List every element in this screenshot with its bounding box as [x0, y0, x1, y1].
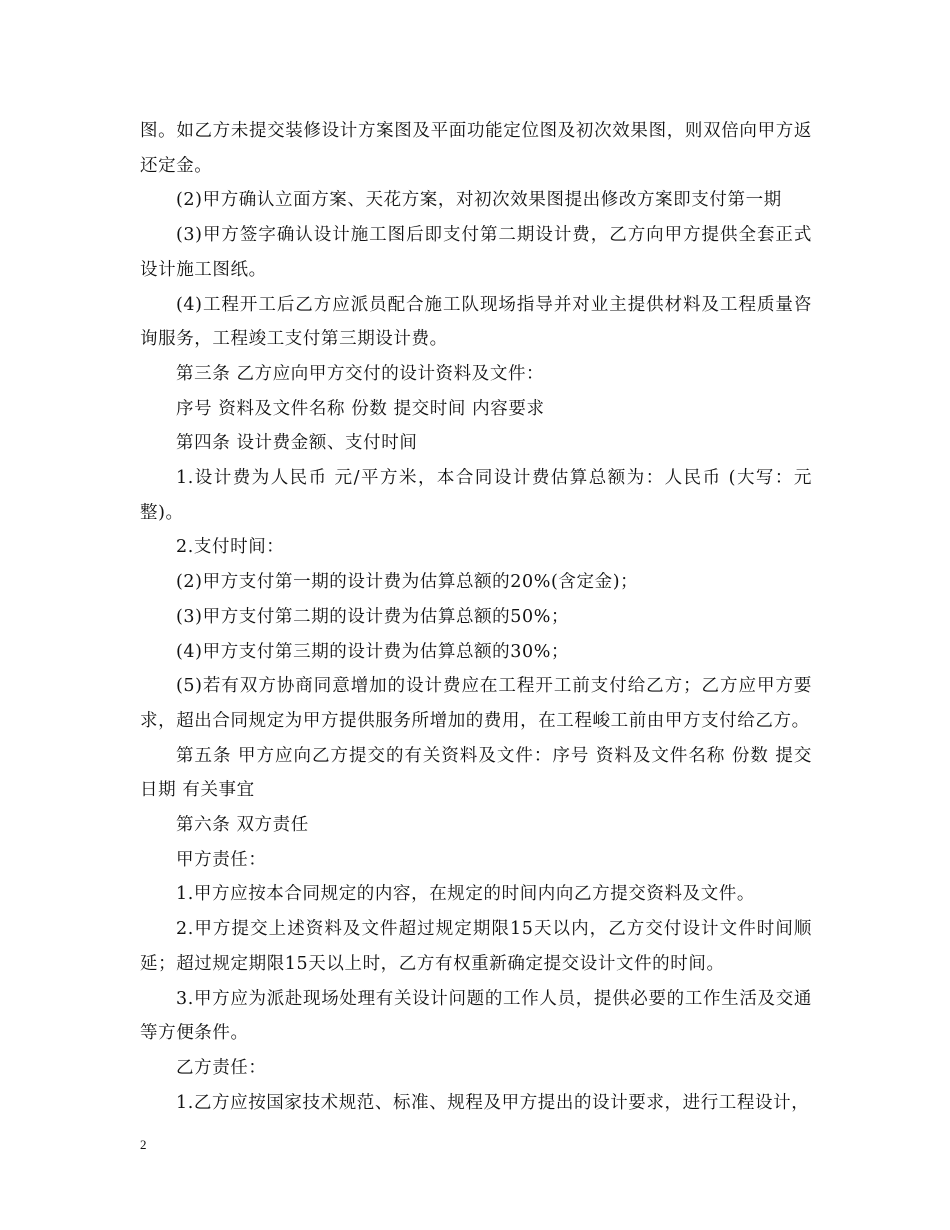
paragraph: 2.甲方提交上述资料及文件超过规定期限15天以内，乙方交付设计文件时间顺延；超过规定期限15天以上时，乙方有权重新确定提交设计文件的时间。: [140, 919, 812, 974]
paragraph: (3)甲方签字确认设计施工图后即支付第二期设计费，乙方向甲方提供全套正式设计施工图纸。: [140, 225, 812, 280]
paragraph: 乙方责任：: [176, 1057, 267, 1078]
paragraph: (4)工程开工后乙方应派员配合施工队现场指导并对业主提供材料及工程质量咨询服务，工程竣工支付第三期设计费。: [140, 294, 812, 350]
paragraph: (2)甲方支付第一期的设计费为估算总额的20%(含定金)；: [176, 572, 639, 593]
paragraph: 第六条 双方责任: [176, 815, 309, 836]
page-number: 2: [140, 1137, 147, 1152]
paragraph: 第五条 甲方应向乙方提交的有关资料及文件：序号 资料及文件名称 份数 提交日期 有关事宜: [140, 745, 812, 801]
paragraph: 1.甲方应按本合同规定的内容，在规定的时间内向乙方提交资料及文件。: [176, 884, 755, 905]
paragraph: 第四条 设计费金额、支付时间: [176, 433, 418, 454]
paragraph: 甲方责任：: [176, 849, 267, 870]
paragraph: 序号 资料及文件名称 份数 提交时间 内容要求: [176, 398, 545, 419]
paragraph: 1.乙方应按国家技术规范、标准、规程及甲方提出的设计要求，进行工程设计，: [176, 1092, 810, 1113]
paragraph: 2.支付时间：: [176, 537, 285, 558]
paragraph: 图。如乙方未提交装修设计方案图及平面功能定位图及初次效果图，则双倍向甲方返还定金。: [140, 121, 812, 176]
paragraph: (2)甲方确认立面方案、天花方案，对初次效果图提出修改方案即支付第一期: [176, 190, 782, 211]
paragraph: (4)甲方支付第三期的设计费为估算总额的30%；: [176, 641, 570, 662]
document-body: [140, 114, 812, 1120]
paragraph: 第三条 乙方应向甲方交付的设计资料及文件：: [176, 363, 545, 384]
paragraph: (5)若有双方协商同意增加的设计费应在工程开工前支付给乙方；乙方应甲方要求，超出合同规定为甲方提供服务所增加的费用，在工程峻工前由甲方支付给乙方。: [140, 676, 812, 731]
paragraph: 3.甲方应为派赴现场处理有关设计问题的工作人员，提供必要的工作生活及交通等方便条件。: [140, 988, 812, 1044]
paragraph: (3)甲方支付第二期的设计费为估算总额的50%；: [176, 606, 570, 627]
paragraph: 1.设计费为人民币 元/平方米，本合同设计费估算总额为：人民币 (大写：元整)。: [140, 468, 812, 523]
